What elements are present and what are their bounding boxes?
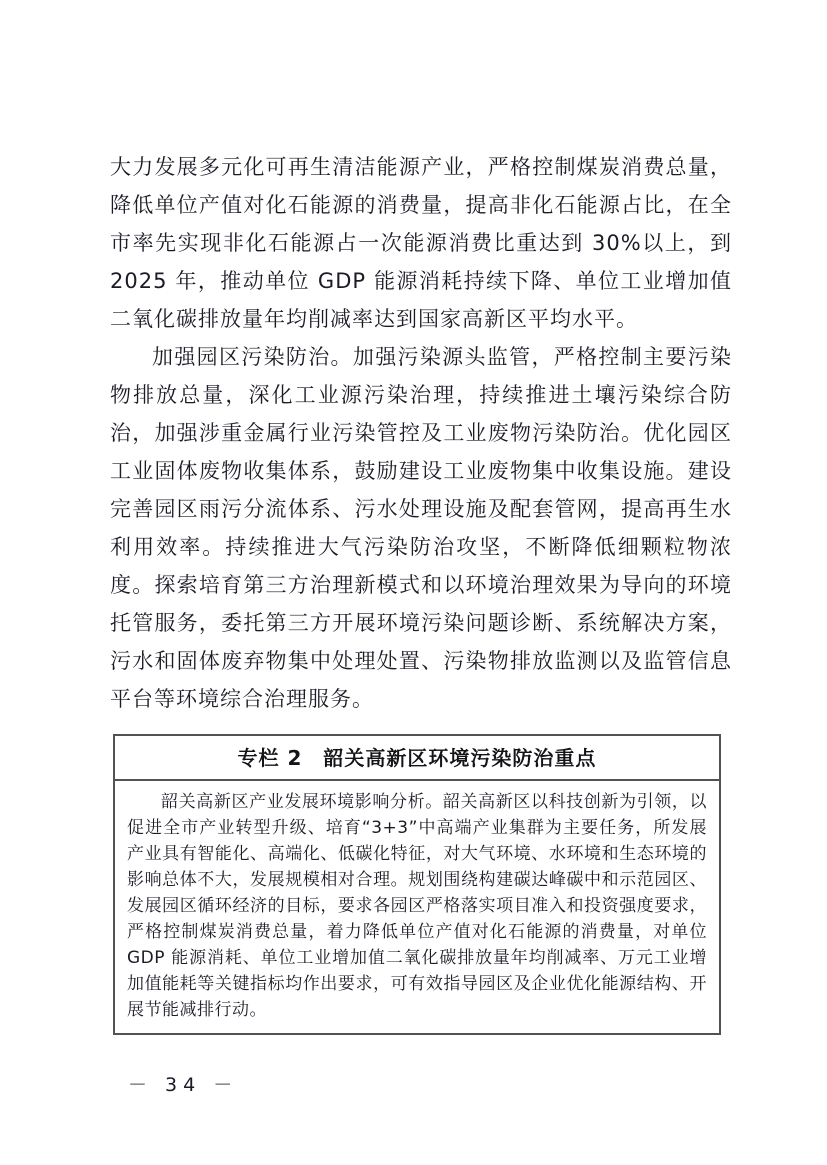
callout-box-title: 专栏 2 韶关高新区环境污染防治重点 xyxy=(115,736,719,781)
callout-box-column2 xyxy=(113,734,721,1035)
page-number: － 34 － xyxy=(128,1074,239,1096)
paragraph-pollution-control: 加强园区污染防治。加强污染源头监管，严格控制主要污染物排放总量，深化工业源污染治理，持续推进土壤污染综合防治，加强涉重金属行业污染管控及工业废物污染防治。优化园区工业固体废物收集体系，鼓励建设工业废物集中收集设施。建设完善园区雨污分流体系、污水处理设施及配套管网，提高再生水利用效率。持续推进大气污染防治攻坚，不断降低细颗粒物浓度。探索培育第三方治理新模式和以环境治理效果为导向的环境托管服务，委托第三方开展环境污染问题诊断、系统解决方案，污水和固体废弃物集中处理处置、污染物排放监测以及监管信息平台等环境综合治理服务。 xyxy=(110,345,732,711)
paragraph-energy-policy: 大力发展多元化可再生清洁能源产业，严格控制煤炭消费总量，降低单位产值对化石能源的消费量，提高非化石能源占比，在全市率先实现非化石能源占一次能源消费比重达到 30%以上，到 2025 年，推动单位 GDP 能源消耗持续下降、单位工业增加值二氧化碳排放量年均削减率达到国家高新区平均水平。 xyxy=(110,155,732,331)
callout-box-body: 韶关高新区产业发展环境影响分析。韶关高新区以科技创新为引领，以促进全市产业转型升级、培育“3+3”中高端产业集群为主要任务，所发展产业具有智能化、高端化、低碳化特征，对大气环境、水环境和生态环境的影响总体不大，发展规模相对合理。规划围绕构建碳达峰碳中和示范园区、发展园区循环经济的目标，要求各园区严格落实项目准入和投资强度要求，严格控制煤炭消费总量，着力降低单位产值对化石能源的消费量，对单位 GDP 能源消耗、单位工业增加值二氧化碳排放量年均削减率、万元工业增加值能耗等关键指标均作出要求，可有效指导园区及企业优化能源结构、开展节能减排行动。 xyxy=(127,792,707,1020)
page-content xyxy=(110,148,732,1035)
